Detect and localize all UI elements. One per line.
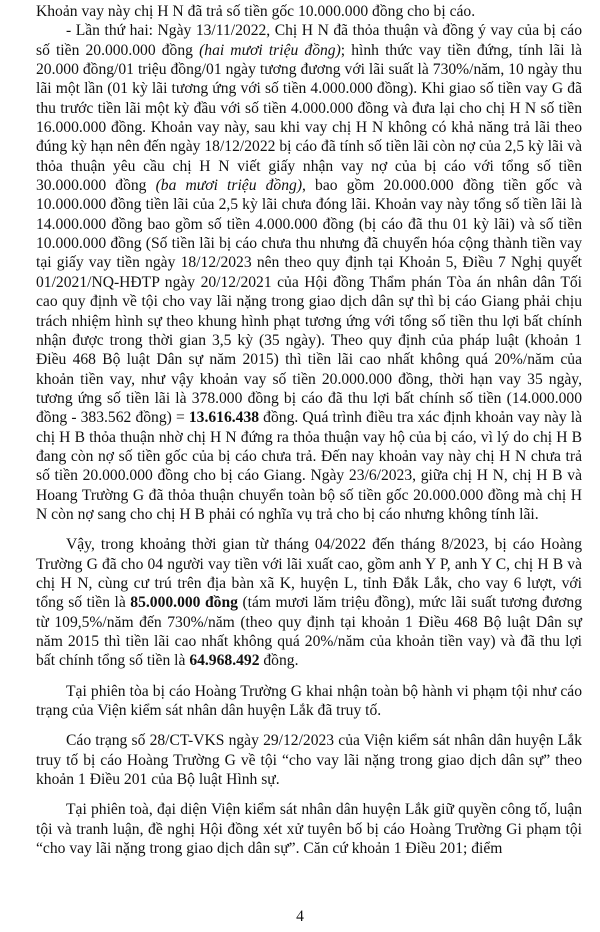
bold-amount: 85.000.000 đồng	[130, 594, 238, 612]
bold-amount: 13.616.438	[188, 409, 260, 427]
text-run: - Lần thứ hai: Ngày 13/11/2022, Chị H N đã thỏa thuận và đồng ý vay của bị cáo số tiền 20.000.000 đồng	[36, 22, 582, 59]
italic-run: (ba mươi triệu đồng)	[155, 177, 303, 195]
document-page	[36, 2, 582, 858]
paragraph-summary	[36, 535, 582, 670]
paragraph-indictment: Cáo trạng số 28/CT-VKS ngày 29/12/2023 của Viện kiểm sát nhân dân huyện Lắk truy tố bị cáo Hoàng Trường G về tội “cho vay lãi nặng trong giao dịch dân sự” theo khoản 1 Điều 201 của Bộ luật Hình sự.	[36, 732, 582, 789]
text-run: (tám mươi lăm triệu đồng), mức lãi suất tương đương từ 109,5%/năm đến 730%/năm (theo quy định tại khoản 1 Điều 468 Bộ luật Dân sự năm 2015 thì tiền lãi cao nhất không quá 20%/năm của khoản tiền vay) và đã thu lợi bất chính tổng số tiền là	[36, 594, 582, 670]
text-run: ; hình thức vay tiền đứng, tính lãi là 20.000 đồng/01 triệu đồng/01 ngày tương đương với lãi suất là 730%/năm, 10 ngày thu lãi một lần (01 kỳ lãi tương ứng với số tiền 4.000.000 đồng). Khi giao số tiền vay G đã thu trước tiền lãi một kỳ đầu với số tiền 4.000.000 đồng và đưa lại cho chị H N số tiền 16.000.000 đồng. Khoản vay này, sau khi vay chị H N không có khả năng trả lãi theo đúng kỳ hạn nên đến ngày 18/12/2022 bị cáo đã tính số tiền lãi còn nợ của 2,5 kỳ lãi và thỏa thuận yêu cầu chị H N viết giấy nhận vay nợ của bị cáo với tổng số tiền 30.000.000 đồng	[36, 41, 583, 195]
text-run: đồng.	[259, 652, 299, 670]
paragraph-second-loan	[36, 21, 582, 524]
bold-amount: 64.968.492	[189, 652, 260, 670]
text-run: Vậy, trong khoảng thời gian từ tháng 04/2022 đến tháng 8/2023, bị cáo Hoàng Trường G đã cho 04 người vay tiền với lãi xuất cao, gồm anh Y P, anh Y C, chị H B và chị H N, cùng cư trú trên địa bàn xã K, huyện L, tỉnh Đắk Lắk, cho vay 6 lượt, với tổng số tiền là	[36, 536, 582, 612]
paragraph-repayment: Khoản vay này chị H N đã trả số tiền gốc 10.000.000 đồng cho bị cáo.	[36, 3, 476, 20]
page-number: 4	[296, 908, 304, 925]
paragraph-confession: Tại phiên tòa bị cáo Hoàng Trường G khai nhận toàn bộ hành vi phạm tội như cáo trạng của Viện kiểm sát nhân dân huyện Lắk đã truy tố.	[36, 682, 582, 720]
italic-run: (hai mươi triệu đồng)	[199, 41, 341, 59]
text-run: , bao gồm 20.000.000 đồng tiền gốc và 10.000.000 đồng tiền lãi của 2,5 kỳ lãi chưa đóng lãi. Khoản vay này tổng số tiền lãi là 14.000.000 đồng bao gồm số tiền 4.000.000 đồng (bị cáo đã thu 01 kỳ lãi) và số tiền 10.000.000 đồng (Số tiền lãi bị cáo chưa thu nhưng đã chuyển hóa cộng thành tiền vay tại giấy vay tiền ngày 18/12/2023 nên theo quy định tại Khoản 5, Điều 7 Nghị quyết 01/2021/NQ-HĐTP ngày 20/12/2021 của Hội đồng Thẩm phán Tòa án nhân dân Tối cao quy định về tội cho vay lãi nặng trong giao dịch dân sự thì bị cáo Giang phải chịu trách nhiệm hình sự theo khung hình phạt tương ứng với tổng số tiền thu lợi bất chính nhận được trong thời gian 3,5 kỳ (35 ngày). Theo quy định của pháp luật (khoản 1 Điều 468 Bộ luật Dân sự năm 2015) thì tiền lãi cao nhất không quá 20%/năm của khoản tiền vay, như vậy khoản vay số tiền 20.000.000 đồng, thời hạn vay 35 ngày, tương ứng số tiền lãi là 378.000 đồng bị cáo đã thu lợi bất chính số tiền (14.000.000 đồng - 383.562 đồng) =	[36, 177, 583, 427]
text-run: đồng. Quá trình điều tra xác định khoản vay này là chị H B thỏa thuận nhờ chị H N đứng ra thỏa thuận vay hộ của bị cáo, vì lý do chị H B đang còn nợ số tiền gốc của bị cáo chưa trả. Đến nay khoản vay này chị H N chưa trả số tiền 20.000.000 đồng cho bị cáo Giang. Ngày 23/6/2023, giữa chị H N, chị H B và Hoang Trường G đã thỏa thuận chuyển toàn bộ số tiền gốc 20.000.000 đồng mà chị H N còn nợ sang cho chị H B phải có nghĩa vụ trả cho bị cáo nhưng không tính lãi.	[36, 409, 582, 523]
paragraph-prosecution: Tại phiên toà, đại diện Viện kiểm sát nhân dân huyện Lắk giữ quyền công tố, luận tội và tranh luận, đề nghị Hội đồng xét xử tuyên bố bị cáo Hoàng Trường Gi phạm tội “cho vay lãi nặng trong giao dịch dân sự”. Căn cứ khoản 1 Điều 201; điểm	[36, 801, 582, 858]
